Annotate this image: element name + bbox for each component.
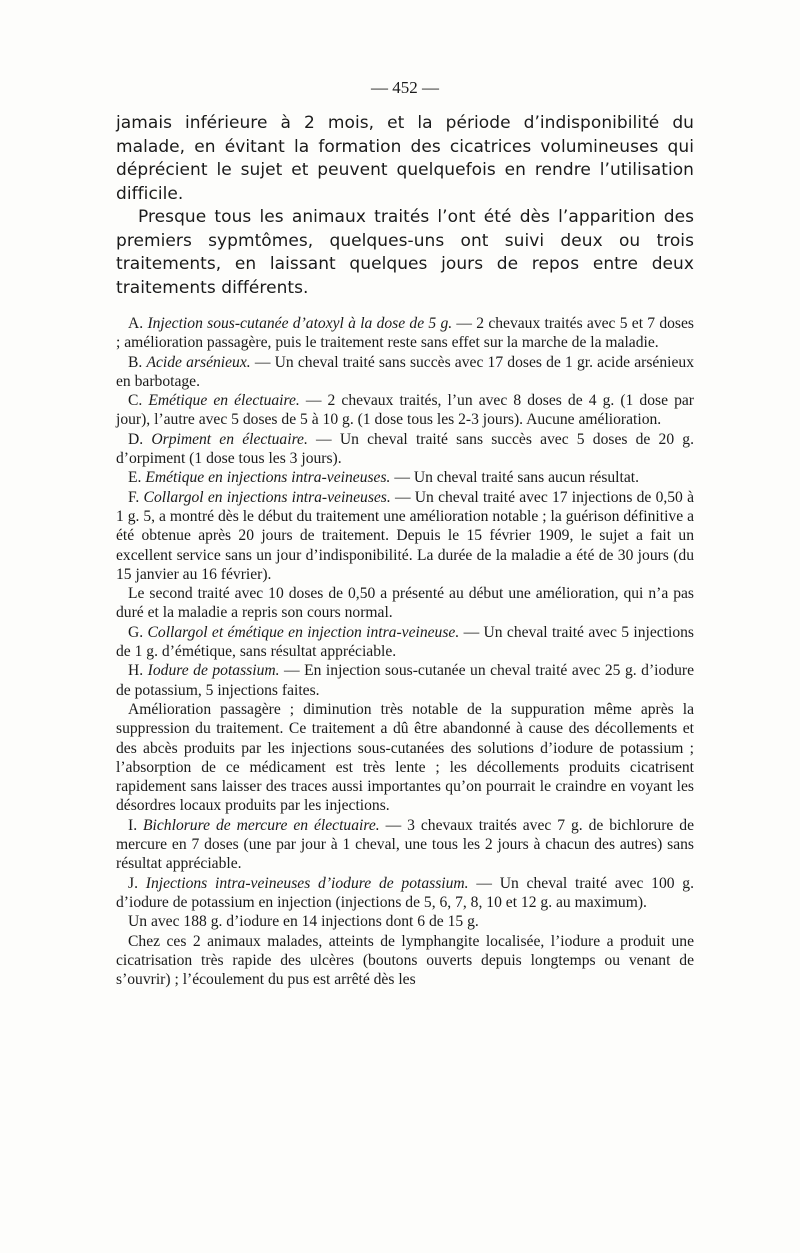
entry-text: — Un cheval traité sans succès avec 5 doses de 20 g. d’orpiment (1 dose tous les 3 jours). xyxy=(116,430,694,468)
treatment-paragraph: Chez ces 2 animaux malades, atteints de lymphangite localisée, l’iodure a produit une cicatrisation très rapide des ulcères (boutons ouverts depuis longtemps ou venant de s’ouvrir) ; l’écoulement du pus est arrêté dès les xyxy=(116,932,694,989)
entry-title: Acide arsénieux. xyxy=(146,353,251,371)
treatment-entry xyxy=(116,391,694,430)
page xyxy=(116,78,694,989)
treatment-paragraph: Le second traité avec 10 doses de 0,50 a présenté au début une amélioration, qui n’a pas duré et la maladie a repris son cours normal. xyxy=(116,585,694,622)
entry-text: — Un cheval traité sans succès avec 17 doses de 1 gr. acide arsénieux en barbotage. xyxy=(116,353,694,390)
entry-text: — Un cheval traité avec 17 injections de 0,50 à 1 g. 5, a montré dès le début du traitement une amélioration notable ; la guérison définitive a été obtenue après 20 jours de traitement. Depuis le 15 février 1909, le sujet a fait un excellent service sans un jour d’indisponibilité. La durée de la maladie a été de 30 jours (du 15 janvier au 16 février). xyxy=(116,488,694,583)
treatment-entry xyxy=(116,623,694,662)
entry-label: J. xyxy=(128,874,138,892)
entry-text: — 2 chevaux traités, l’un avec 8 doses de 4 g. (1 dose par jour), l’autre avec 5 doses de 5 à 10 g. (1 dose tous les 2-3 jours). Aucune amélioration. xyxy=(116,392,694,429)
entry-title: Bichlorure de mercure en électuaire. xyxy=(143,816,380,834)
entry-title: Injections intra-veineuses d’iodure de potassium. xyxy=(145,874,469,892)
entry-title: Orpiment en électuaire. xyxy=(151,430,308,448)
entry-label: B. xyxy=(128,353,143,371)
entry-title: Injection sous-cutanée d’atoxyl à la dose de 5 g. xyxy=(147,315,453,332)
treatment-list xyxy=(116,314,694,989)
treatment-paragraph: Amélioration passagère ; diminution très notable de la suppuration même après la suppression du traitement. Ce traitement a dû être abandonné à cause des décollements et des abcès produits par les injections sous-cutanées des solutions d’iodure de potassium ; l’absorption de ce médicament est très lente ; les décollements produits cicatrisent rapidement sans laisser des traces aussi importantes qu’on pourrait le craindre en voyant les désordres locaux produits par les injections. xyxy=(116,700,694,815)
entry-text: — Un cheval traité avec 100 g. d’iodure de potassium en injection (injections de 5, 6, 7, 8, 10 et 12 g. au maximum). xyxy=(116,874,695,911)
treatment-entry xyxy=(116,468,694,487)
lead-paragraph: Presque tous les animaux traités l’ont été dès l’apparition des premiers sypmtômes, quelques-uns ont suivi deux ou trois traitements, en laissant quelques jours de repos entre deux traitements différents. xyxy=(116,207,694,298)
treatment-entry xyxy=(116,874,694,913)
entry-label: G. xyxy=(128,623,144,641)
entry-label: E. xyxy=(128,469,142,487)
treatment-entry xyxy=(116,353,694,392)
entry-label: A. xyxy=(128,315,144,332)
lead-section xyxy=(116,112,694,300)
entry-label: I. xyxy=(128,816,138,834)
entry-label: F. xyxy=(128,488,140,506)
treatment-entry xyxy=(116,816,694,874)
entry-title: Emétique en injections intra-veineuses. xyxy=(145,469,391,487)
lead-paragraph: jamais inférieure à 2 mois, et la période d’indisponibilité du malade, en évitant la formation des cicatrices volumineuses qui déprécient le sujet et peuvent quelquefois en rendre l’utilisation difficile. xyxy=(116,113,694,204)
treatment-paragraph: Un avec 188 g. d’iodure en 14 injections dont 6 de 15 g. xyxy=(128,913,479,931)
treatment-entry xyxy=(116,430,694,469)
entry-label: D. xyxy=(128,430,144,448)
entry-label: H. xyxy=(128,662,144,680)
treatment-entry xyxy=(116,488,694,584)
entry-text: — 3 chevaux traités avec 7 g. de bichlorure de mercure en 7 doses (une par jour à 1 cheval, une tous les 2 jours à chacun des autres) sans résultat appréciable. xyxy=(116,816,694,873)
entry-title: Iodure de potassium. xyxy=(147,662,280,680)
entry-text: — Un cheval traité sans aucun résultat. xyxy=(390,469,640,487)
entry-label: C. xyxy=(128,392,143,410)
entry-text: — Un cheval traité avec 5 injections de 1 g. d’émétique, sans résultat appréciable. xyxy=(116,623,694,661)
treatment-entry xyxy=(116,314,694,353)
entry-title: Collargol et émétique en injection intra-veineuse. xyxy=(147,623,460,641)
entry-title: Emétique en électuaire. xyxy=(148,392,300,410)
entry-text: — 2 chevaux traités avec 5 et 7 doses ; amélioration passagère, puis le traitement reste sans effet sur la marche de la maladie. xyxy=(116,315,694,352)
entry-text: — En injection sous-cutanée un cheval traité avec 25 g. d’iodure de potassium, 5 injections faites. xyxy=(116,662,694,699)
treatment-entry xyxy=(116,661,694,700)
entry-title: Collargol en injections intra-veineuses. xyxy=(143,488,391,506)
page-number: — 452 — xyxy=(371,78,439,97)
